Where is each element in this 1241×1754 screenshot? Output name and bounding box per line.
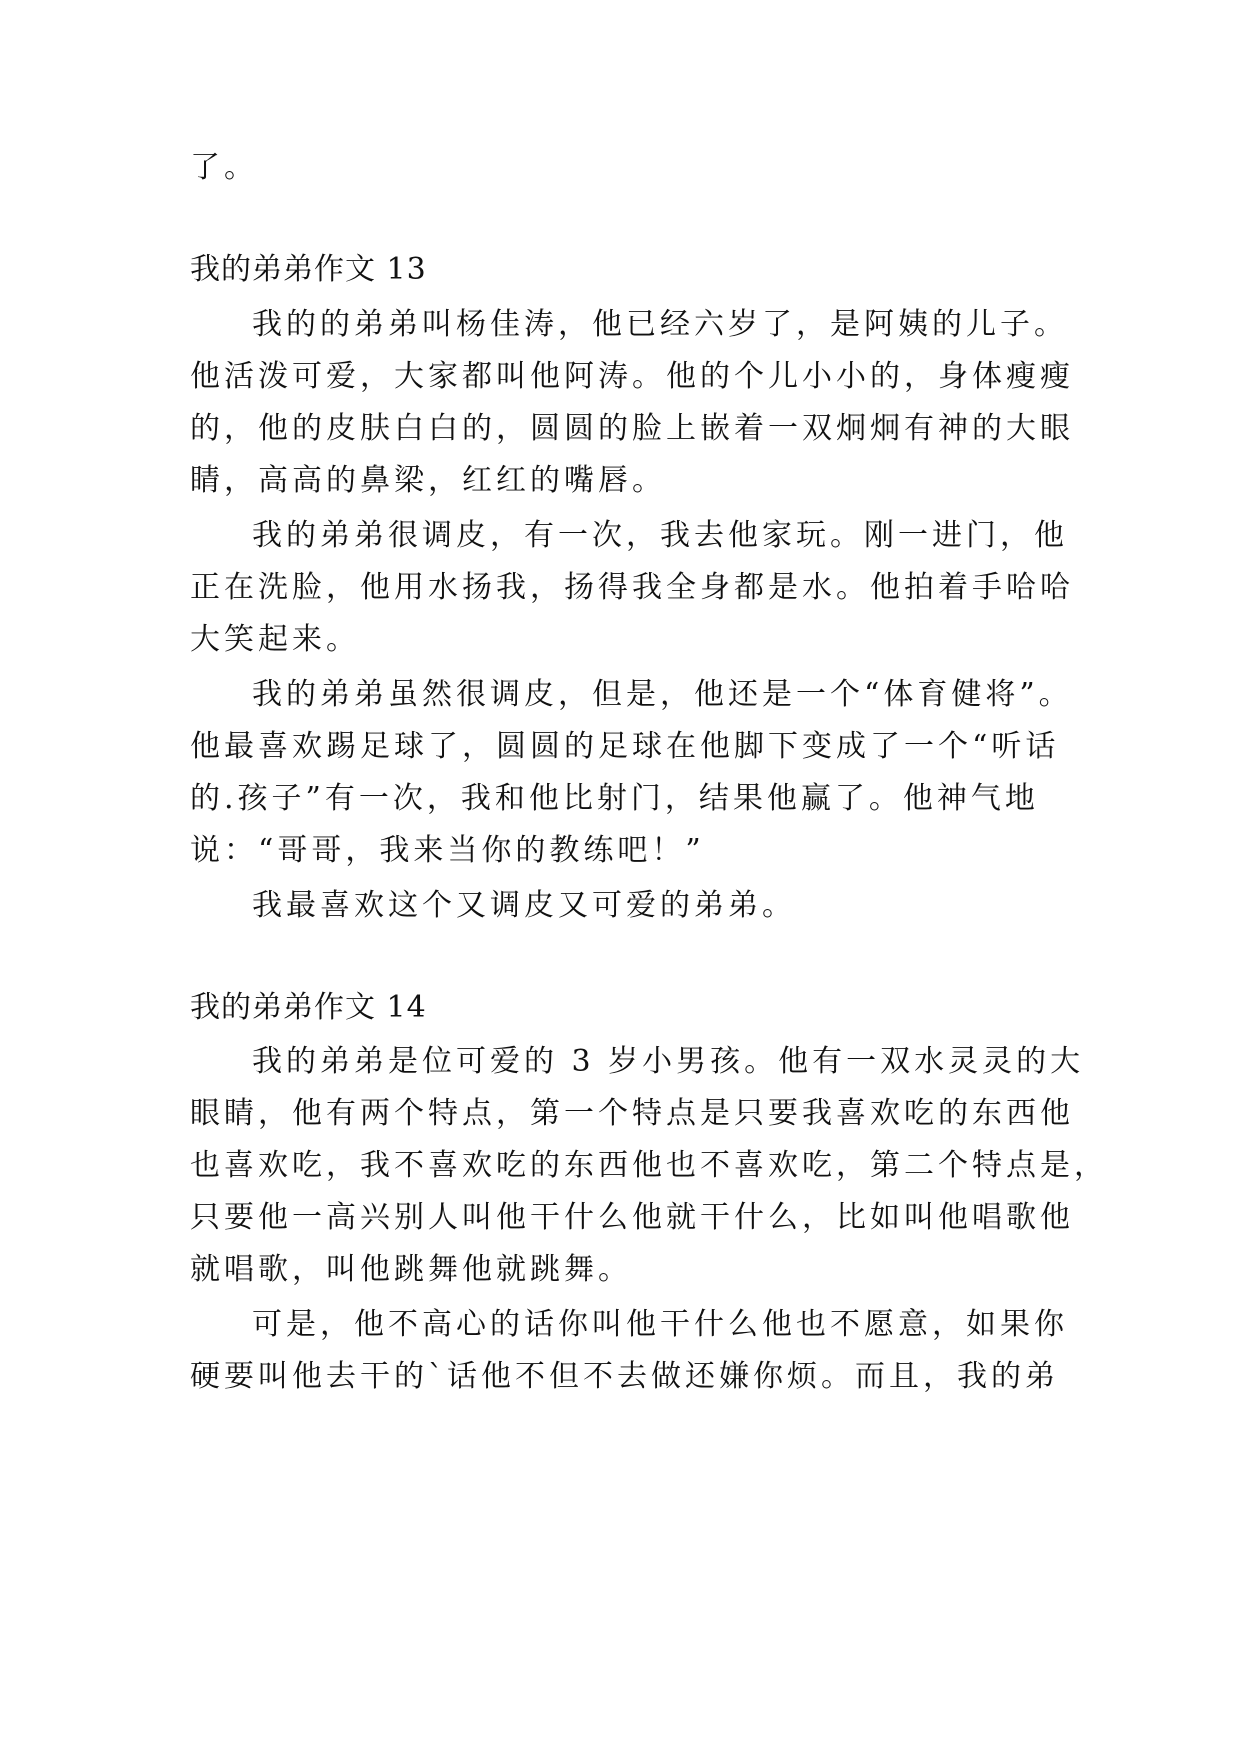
section-title-13: 我的弟弟作文 13 [190,252,427,287]
paragraph-line: 说：“哥哥，我来当你的教练吧！” [190,833,705,868]
paragraph-line: 大笑起来。 [190,622,360,657]
section-title-14: 我的弟弟作文 14 [190,990,427,1025]
paragraph-line: 的，他的皮肤白白的，圆圆的脸上嵌着一双炯炯有神的大眼 [190,411,1074,446]
paragraph-line: 我最喜欢这个又调皮又可爱的弟弟。 [252,888,796,923]
paragraph-line: 我的弟弟虽然很调皮，但是，他还是一个“体育健将”。 [252,677,1073,712]
continued-text-fragment: 了。 [190,150,258,185]
paragraph-line: 我的弟弟是位可爱的 3 岁小男孩。他有一双水灵灵的大 [252,1044,1085,1079]
paragraph-line: 的.孩子”有一次，我和他比射门，结果他赢了。他神气地 [190,781,1039,816]
paragraph-line: 只要他一高兴别人叫他干什么他就干什么，比如叫他唱歌他 [190,1200,1074,1235]
paragraph-line: 就唱歌，叫他跳舞他就跳舞。 [190,1252,632,1287]
paragraph-line: 硬要叫他去干的`话他不但不去做还嫌你烦。而且，我的弟 [190,1359,1059,1394]
paragraph-line: 他活泼可爱，大家都叫他阿涛。他的个儿小小的，身体瘦瘦 [190,359,1074,394]
paragraph-line: 也喜欢吃，我不喜欢吃的东西他也不喜欢吃，第二个特点是， [190,1148,1108,1183]
paragraph-line: 可是，他不高心的话你叫他干什么他也不愿意，如果你 [252,1307,1068,1342]
paragraph-line: 睛，高高的鼻梁，红红的嘴唇。 [190,463,666,498]
paragraph-line: 正在洗脸，他用水扬我，扬得我全身都是水。他拍着手哈哈 [190,570,1074,605]
paragraph-line: 眼睛，他有两个特点，第一个特点是只要我喜欢吃的东西他 [190,1096,1074,1131]
paragraph-line: 他最喜欢踢足球了，圆圆的足球在他脚下变成了一个“听话 [190,729,1060,764]
paragraph-line: 我的弟弟很调皮，有一次，我去他家玩。刚一进门，他 [252,518,1068,553]
paragraph-line: 我的的弟弟叫杨佳涛，他已经六岁了，是阿姨的儿子。 [252,307,1068,342]
